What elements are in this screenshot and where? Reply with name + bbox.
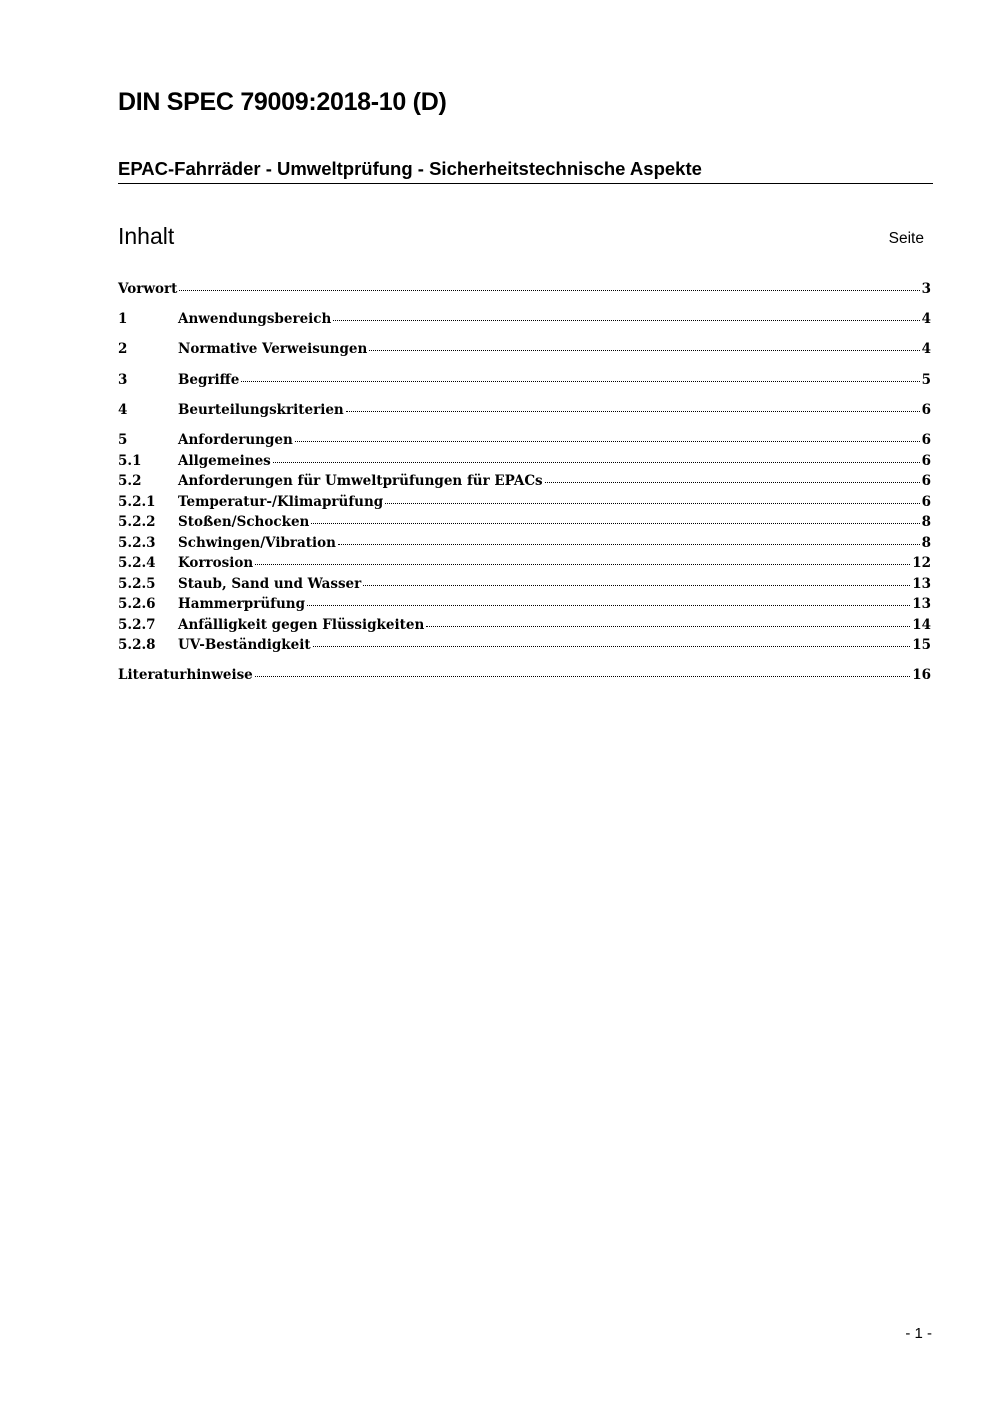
toc-entry-title: Anfälligkeit gegen Flüssigkeiten bbox=[178, 617, 425, 633]
toc-entry-title: Normative Verweisungen bbox=[178, 341, 368, 357]
toc-entry[interactable] bbox=[118, 535, 931, 555]
toc-leader bbox=[385, 503, 919, 504]
toc-entry-number: 5.2.7 bbox=[118, 617, 156, 633]
toc-entry-page: 6 bbox=[921, 494, 931, 510]
toc-entry-number: 5 bbox=[118, 432, 128, 448]
toc-entry[interactable] bbox=[118, 311, 931, 331]
toc-entry-page: 4 bbox=[921, 341, 931, 357]
toc-entry-number: 5.2.8 bbox=[118, 637, 156, 653]
toc-entry-page: 15 bbox=[912, 637, 931, 653]
toc-leader bbox=[255, 676, 910, 677]
toc-entry-number: 5.2 bbox=[118, 473, 142, 489]
toc-entry[interactable] bbox=[118, 281, 931, 301]
document-subtitle: EPAC-Fahrräder - Umweltprüfung - Sicherheitstechnische Aspekte bbox=[118, 158, 933, 184]
toc-entry-title: Vorwort bbox=[118, 281, 178, 297]
toc-entry[interactable] bbox=[118, 596, 931, 616]
toc-leader bbox=[311, 523, 919, 524]
toc-entry-page: 13 bbox=[912, 596, 931, 612]
toc-leader bbox=[333, 320, 919, 321]
toc-entry-title: Schwingen/Vibration bbox=[178, 535, 336, 551]
toc-entry-number: 5.2.2 bbox=[118, 514, 156, 530]
toc-leader bbox=[255, 564, 910, 565]
toc-entry-page: 6 bbox=[921, 402, 931, 418]
toc-entry[interactable] bbox=[118, 576, 931, 596]
toc-entry-number: 5.2.4 bbox=[118, 555, 156, 571]
toc-leader bbox=[307, 605, 910, 606]
toc-entry-title: Anforderungen bbox=[178, 432, 293, 448]
toc-entry-title: Temperatur-/Klimaprüfung bbox=[178, 494, 384, 510]
toc-entry[interactable] bbox=[118, 341, 931, 361]
toc-entry-title: Staub, Sand und Wasser bbox=[178, 576, 362, 592]
page-number: - 1 - bbox=[905, 1325, 932, 1342]
toc-entry-page: 4 bbox=[921, 311, 931, 327]
toc-page-heading: Seite bbox=[888, 230, 924, 247]
toc-heading: Inhalt bbox=[118, 223, 175, 249]
toc-leader bbox=[313, 646, 911, 647]
toc-leader bbox=[545, 482, 920, 483]
toc-entry-title: Literaturhinweise bbox=[118, 667, 253, 683]
toc-entry-number: 5.2.6 bbox=[118, 596, 156, 612]
toc-leader bbox=[241, 381, 919, 382]
toc-entry-page: 8 bbox=[921, 514, 931, 530]
toc-entry-number: 5.2.3 bbox=[118, 535, 156, 551]
toc-entry-number: 1 bbox=[118, 311, 128, 327]
toc-entry[interactable] bbox=[118, 473, 931, 493]
toc-entry[interactable] bbox=[118, 402, 931, 422]
toc-entry-title: UV-Beständigkeit bbox=[178, 637, 311, 653]
toc-entry-page: 3 bbox=[921, 281, 931, 297]
toc-entry-title: Hammerprüfung bbox=[178, 596, 306, 612]
toc-leader bbox=[363, 585, 910, 586]
toc-entry-title: Korrosion bbox=[178, 555, 254, 571]
toc-leader bbox=[295, 441, 920, 442]
toc-entry-title: Begriffe bbox=[178, 372, 240, 388]
toc-entry-title: Stoßen/Schocken bbox=[178, 514, 310, 530]
toc-entry-title: Anforderungen für Umweltprüfungen für EPACs bbox=[178, 473, 543, 489]
toc-entry-number: 2 bbox=[118, 341, 128, 357]
toc-leader bbox=[426, 626, 910, 627]
toc-entry-page: 6 bbox=[921, 453, 931, 469]
toc-entry-number: 5.2.5 bbox=[118, 576, 156, 592]
toc-entry[interactable] bbox=[118, 617, 931, 637]
toc-entry-page: 12 bbox=[912, 555, 931, 571]
toc-entry-page: 6 bbox=[921, 432, 931, 448]
document-title: DIN SPEC 79009:2018-10 (D) bbox=[118, 88, 447, 116]
toc-entry[interactable] bbox=[118, 555, 931, 575]
toc-entry[interactable] bbox=[118, 667, 931, 687]
toc-entry-title: Allgemeines bbox=[178, 453, 271, 469]
toc-entry-number: 5.1 bbox=[118, 453, 142, 469]
toc-leader bbox=[179, 290, 919, 291]
toc-entry[interactable] bbox=[118, 432, 931, 452]
toc-leader bbox=[369, 350, 919, 351]
toc-entry[interactable] bbox=[118, 494, 931, 514]
toc-entry-number: 3 bbox=[118, 372, 128, 388]
toc-leader bbox=[273, 462, 920, 463]
toc-entry-title: Beurteilungskriterien bbox=[178, 402, 344, 418]
toc-entry-number: 5.2.1 bbox=[118, 494, 156, 510]
toc-entry-page: 6 bbox=[921, 473, 931, 489]
toc-entry[interactable] bbox=[118, 637, 931, 657]
toc-entry[interactable] bbox=[118, 372, 931, 392]
toc-entry-title: Anwendungsbereich bbox=[178, 311, 332, 327]
toc-entry-page: 5 bbox=[921, 372, 931, 388]
toc-entry-page: 8 bbox=[921, 535, 931, 551]
toc-leader bbox=[346, 411, 920, 412]
toc-entry[interactable] bbox=[118, 514, 931, 534]
toc-entry[interactable] bbox=[118, 453, 931, 473]
toc-leader bbox=[338, 544, 920, 545]
toc-entry-page: 14 bbox=[912, 617, 931, 633]
toc-entry-number: 4 bbox=[118, 402, 128, 418]
toc-entry-page: 16 bbox=[912, 667, 931, 683]
toc-entry-page: 13 bbox=[912, 576, 931, 592]
